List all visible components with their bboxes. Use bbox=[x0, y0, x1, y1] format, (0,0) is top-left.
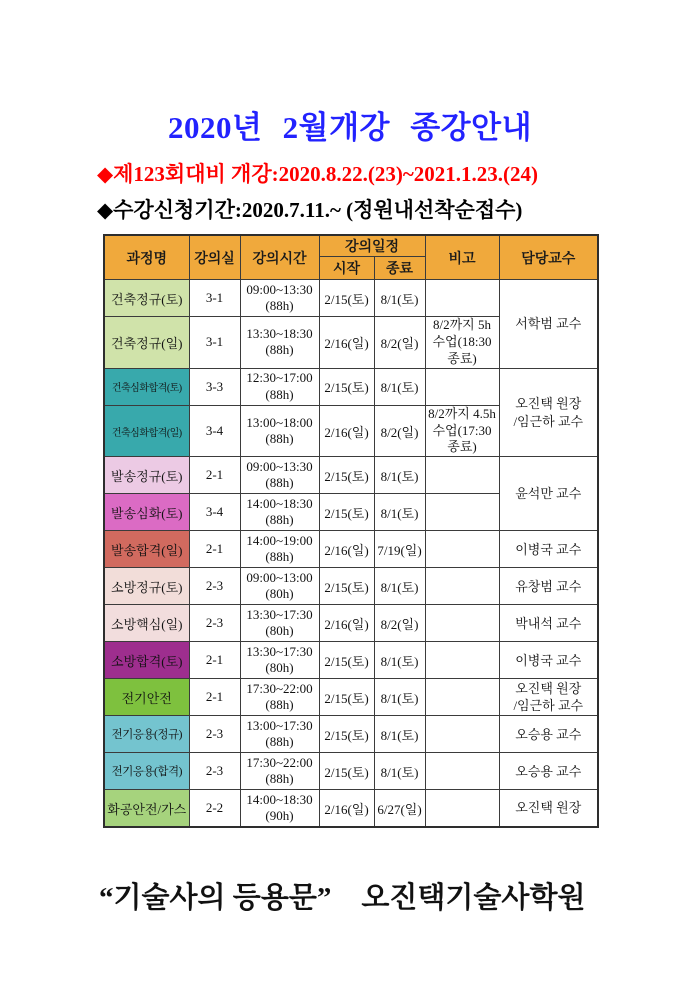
professor-cell: 오승용 교수 bbox=[499, 716, 598, 753]
note-cell bbox=[425, 494, 499, 531]
classroom-cell: 2-3 bbox=[189, 605, 240, 642]
col-header-end: 종료 bbox=[374, 257, 425, 280]
class-time-cell: 12:30~17:00 (88h) bbox=[240, 368, 319, 405]
class-time-cell: 14:00~19:00 (88h) bbox=[240, 531, 319, 568]
footer-quote: “기술사의 등용문” bbox=[99, 881, 332, 914]
note-cell bbox=[425, 716, 499, 753]
end-date-cell: 8/1(토) bbox=[374, 568, 425, 605]
note-cell bbox=[425, 605, 499, 642]
class-time-cell: 09:00~13:00 (80h) bbox=[240, 568, 319, 605]
classroom-cell: 3-4 bbox=[189, 494, 240, 531]
course-name-cell: 발송정규(토) bbox=[104, 457, 189, 494]
note-cell bbox=[425, 568, 499, 605]
col-header-schedule: 강의일정 bbox=[319, 235, 425, 257]
table-row bbox=[104, 790, 598, 827]
course-name-cell: 건축정규(토) bbox=[104, 280, 189, 317]
end-date-cell: 8/2(일) bbox=[374, 405, 425, 457]
classroom-cell: 3-1 bbox=[189, 280, 240, 317]
class-time-cell: 09:00~13:30 (88h) bbox=[240, 457, 319, 494]
table-body bbox=[104, 280, 598, 827]
class-time-cell: 14:00~18:30 (88h) bbox=[240, 494, 319, 531]
professor-cell: 윤석만 교수 bbox=[499, 457, 598, 531]
end-date-cell: 8/1(토) bbox=[374, 280, 425, 317]
class-time-cell: 17:30~22:00 (88h) bbox=[240, 753, 319, 790]
start-date-cell: 2/15(토) bbox=[319, 494, 374, 531]
end-date-cell: 8/2(일) bbox=[374, 317, 425, 369]
end-date-cell: 8/2(일) bbox=[374, 605, 425, 642]
course-name-cell: 발송심화(토) bbox=[104, 494, 189, 531]
professor-cell: 오승용 교수 bbox=[499, 753, 598, 790]
start-date-cell: 2/15(토) bbox=[319, 679, 374, 716]
start-date-cell: 2/15(토) bbox=[319, 642, 374, 679]
start-date-cell: 2/15(토) bbox=[319, 716, 374, 753]
end-date-cell: 8/1(토) bbox=[374, 642, 425, 679]
end-date-cell: 8/1(토) bbox=[374, 494, 425, 531]
class-time-cell: 09:00~13:30 (88h) bbox=[240, 280, 319, 317]
course-name-cell: 건축정규(일) bbox=[104, 317, 189, 369]
note-cell bbox=[425, 531, 499, 568]
course-name-cell: 소방합격(토) bbox=[104, 642, 189, 679]
end-date-cell: 8/1(토) bbox=[374, 716, 425, 753]
footer-academy-name: 오진택기술사학원 bbox=[361, 881, 586, 914]
col-header-time: 강의시간 bbox=[240, 235, 319, 280]
end-date-cell: 7/19(일) bbox=[374, 531, 425, 568]
classroom-cell: 2-1 bbox=[189, 531, 240, 568]
class-time-cell: 13:30~17:30 (80h) bbox=[240, 642, 319, 679]
professor-cell: 박내석 교수 bbox=[499, 605, 598, 642]
note-cell bbox=[425, 753, 499, 790]
professor-cell: 이병국 교수 bbox=[499, 531, 598, 568]
classroom-cell: 3-4 bbox=[189, 405, 240, 457]
table-row bbox=[104, 280, 598, 317]
classroom-cell: 2-1 bbox=[189, 457, 240, 494]
professor-cell: 유창범 교수 bbox=[499, 568, 598, 605]
classroom-cell: 2-1 bbox=[189, 679, 240, 716]
note-cell bbox=[425, 368, 499, 405]
col-header-course: 과정명 bbox=[104, 235, 189, 280]
start-date-cell: 2/15(토) bbox=[319, 568, 374, 605]
course-name-cell: 발송합격(일) bbox=[104, 531, 189, 568]
classroom-cell: 2-1 bbox=[189, 642, 240, 679]
note-cell bbox=[425, 280, 499, 317]
table-row bbox=[104, 716, 598, 753]
class-time-cell: 13:30~18:30 (88h) bbox=[240, 317, 319, 369]
start-date-cell: 2/16(일) bbox=[319, 405, 374, 457]
professor-cell: 오진택 원장 /임근하 교수 bbox=[499, 679, 598, 716]
classroom-cell: 3-3 bbox=[189, 368, 240, 405]
class-time-cell: 13:30~17:30 (80h) bbox=[240, 605, 319, 642]
table-row bbox=[104, 642, 598, 679]
note-cell: 8/2까지 4.5h 수업(17:30종료) bbox=[425, 405, 499, 457]
course-name-cell: 전기안전 bbox=[104, 679, 189, 716]
course-name-cell: 전기응용(합격) bbox=[104, 753, 189, 790]
table-row bbox=[104, 457, 598, 494]
course-name-cell: 건축심화합격(토) bbox=[104, 368, 189, 405]
course-name-cell: 소방핵심(일) bbox=[104, 605, 189, 642]
classroom-cell: 2-2 bbox=[189, 790, 240, 827]
start-date-cell: 2/15(토) bbox=[319, 753, 374, 790]
end-date-cell: 6/27(일) bbox=[374, 790, 425, 827]
course-name-cell: 소방정규(토) bbox=[104, 568, 189, 605]
class-time-cell: 13:00~18:00 (88h) bbox=[240, 405, 319, 457]
note-cell bbox=[425, 457, 499, 494]
course-name-cell: 화공안전/가스 bbox=[104, 790, 189, 827]
classroom-cell: 2-3 bbox=[189, 568, 240, 605]
notice-registration-period: ◆수강신청기간:2020.7.11.~ (정원내선착순접수) bbox=[97, 198, 523, 222]
footer-slogan bbox=[99, 875, 700, 916]
classroom-cell: 3-1 bbox=[189, 317, 240, 369]
table-row bbox=[104, 605, 598, 642]
classroom-cell: 2-3 bbox=[189, 753, 240, 790]
col-header-start: 시작 bbox=[319, 257, 374, 280]
table-row bbox=[104, 531, 598, 568]
col-header-note: 비고 bbox=[425, 235, 499, 280]
note-cell bbox=[425, 642, 499, 679]
note-cell: 8/2까지 5h 수업(18:30종료) bbox=[425, 317, 499, 369]
table-row bbox=[104, 753, 598, 790]
end-date-cell: 8/1(토) bbox=[374, 368, 425, 405]
schedule-table bbox=[103, 234, 599, 828]
class-time-cell: 17:30~22:00 (88h) bbox=[240, 679, 319, 716]
notice-exam-period: ◆제123회대비 개강:2020.8.22.(23)~2021.1.23.(24) bbox=[97, 162, 539, 186]
class-time-cell: 14:00~18:30 (90h) bbox=[240, 790, 319, 827]
end-date-cell: 8/1(토) bbox=[374, 679, 425, 716]
table-header bbox=[104, 235, 598, 280]
start-date-cell: 2/16(일) bbox=[319, 317, 374, 369]
professor-cell: 오진택 원장 bbox=[499, 790, 598, 827]
col-header-room: 강의실 bbox=[189, 235, 240, 280]
course-name-cell: 전기응용(정규) bbox=[104, 716, 189, 753]
table-row bbox=[104, 368, 598, 405]
class-time-cell: 13:00~17:30 (88h) bbox=[240, 716, 319, 753]
classroom-cell: 2-3 bbox=[189, 716, 240, 753]
start-date-cell: 2/16(일) bbox=[319, 605, 374, 642]
note-cell bbox=[425, 679, 499, 716]
professor-cell: 이병국 교수 bbox=[499, 642, 598, 679]
end-date-cell: 8/1(토) bbox=[374, 457, 425, 494]
table-row bbox=[104, 679, 598, 716]
professor-cell: 서학범 교수 bbox=[499, 280, 598, 369]
table-row bbox=[104, 568, 598, 605]
end-date-cell: 8/1(토) bbox=[374, 753, 425, 790]
course-name-cell: 건축심화합격(일) bbox=[104, 405, 189, 457]
start-date-cell: 2/15(토) bbox=[319, 457, 374, 494]
professor-cell: 오진택 원장 /임근하 교수 bbox=[499, 368, 598, 457]
start-date-cell: 2/16(일) bbox=[319, 531, 374, 568]
start-date-cell: 2/16(일) bbox=[319, 790, 374, 827]
start-date-cell: 2/15(토) bbox=[319, 280, 374, 317]
page-title: 2020년 2월개강 종강안내 bbox=[167, 110, 533, 145]
note-cell bbox=[425, 790, 499, 827]
start-date-cell: 2/15(토) bbox=[319, 368, 374, 405]
col-header-professor: 담당교수 bbox=[499, 235, 598, 280]
